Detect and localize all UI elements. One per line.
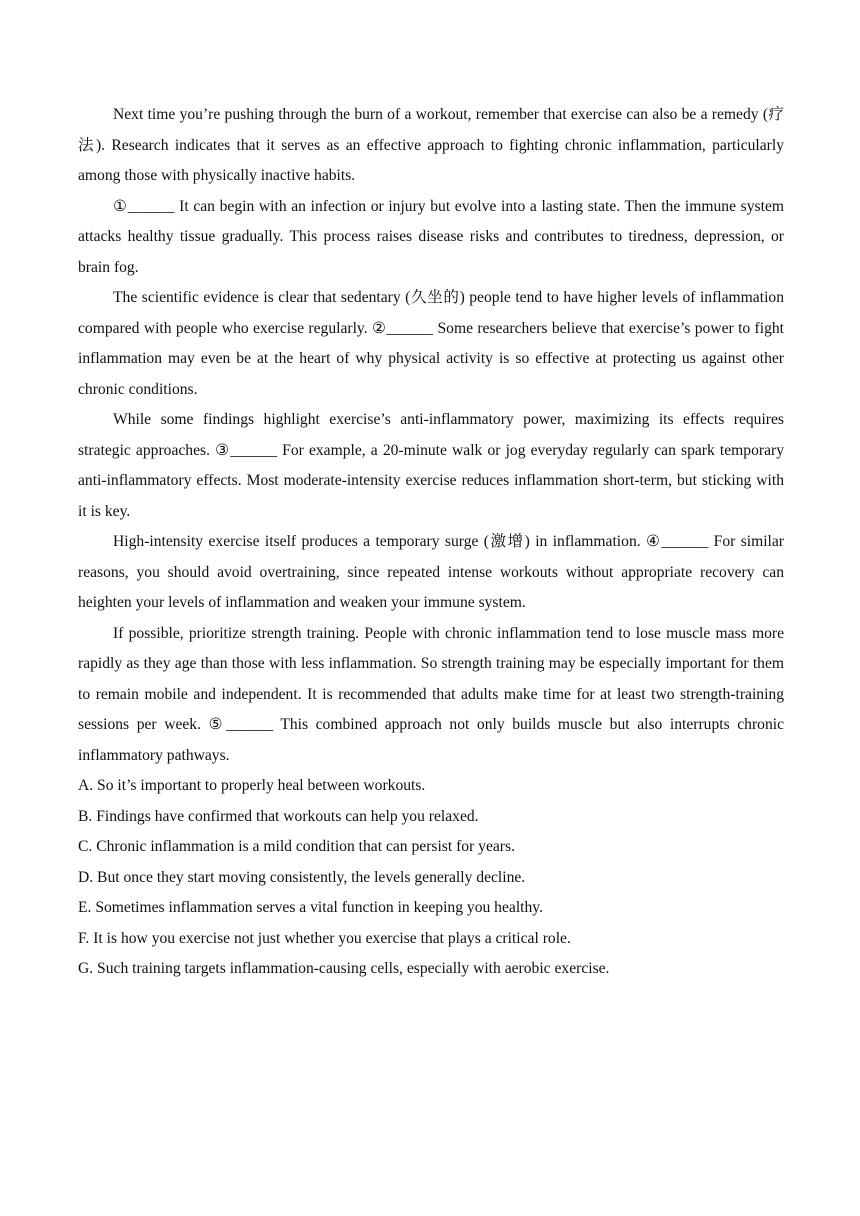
paragraph-1: Next time you’re pushing through the burn of a workout, remember that exercise can also be a remedy (疗法). Research indicates that it serves as an effective approach to fighting chronic inflammation, particularly among those with physically inactive habits. (78, 106, 784, 184)
paragraph-4: While some findings highlight exercise’s anti-inflammatory power, maximizing its effects requires strategic approaches. ③______ For example, a 20-minute walk or jog everyday regularly can spark temporary anti-inflammatory effects. Most moderate-intensity exercise reduces inflammation short-term, but sticking with it is key. (78, 411, 784, 520)
option-g: G. Such training targets inflammation-causing cells, especially with aerobic exercise. (78, 960, 610, 977)
paragraph-6: If possible, prioritize strength training. People with chronic inflammation tend to lose muscle mass more rapidly as they age than those with less inflammation. So strength training may be especially important for them to remain mobile and independent. It is recommended that adults make time for at least two strength-training sessions per week. ⑤______ This combined approach not only builds muscle but also interrupts chronic inflammatory pathways. (78, 624, 784, 764)
passage (78, 100, 784, 771)
paragraph-5: High-intensity exercise itself produces a temporary surge (激增) in inflammation. ④______ For similar reasons, you should avoid overtraining, since repeated intense workouts without appropriate recovery can heighten your levels of inflammation and weaken your immune system. (78, 533, 784, 611)
option-e: E. Sometimes inflammation serves a vital function in keeping you healthy. (78, 899, 543, 916)
paragraph-3: The scientific evidence is clear that sedentary (久坐的) people tend to have higher levels of inflammation compared with people who exercise regularly. ②______ Some researchers believe that exercise’s power to fight inflammation may even be at the heart of why physical activity is so effective at protecting us against other chronic conditions. (78, 289, 784, 398)
option-d: D. But once they start moving consistently, the levels generally decline. (78, 868, 526, 886)
document-page (78, 100, 784, 985)
paragraph-2: ①______ It can begin with an infection or injury but evolve into a lasting state. Then the immune system attacks healthy tissue gradually. This process raises disease risks and contributes to tiredness, depression, or brain fog. (78, 197, 784, 276)
option-f: F. It is how you exercise not just whether you exercise that plays a critical role. (78, 929, 571, 947)
option-b: B. Findings have confirmed that workouts can help you relaxed. (78, 807, 479, 825)
option-a: A. So it’s important to properly heal between workouts. (78, 777, 426, 794)
option-c: C. Chronic inflammation is a mild condition that can persist for years. (78, 838, 515, 855)
option-list (78, 771, 784, 985)
